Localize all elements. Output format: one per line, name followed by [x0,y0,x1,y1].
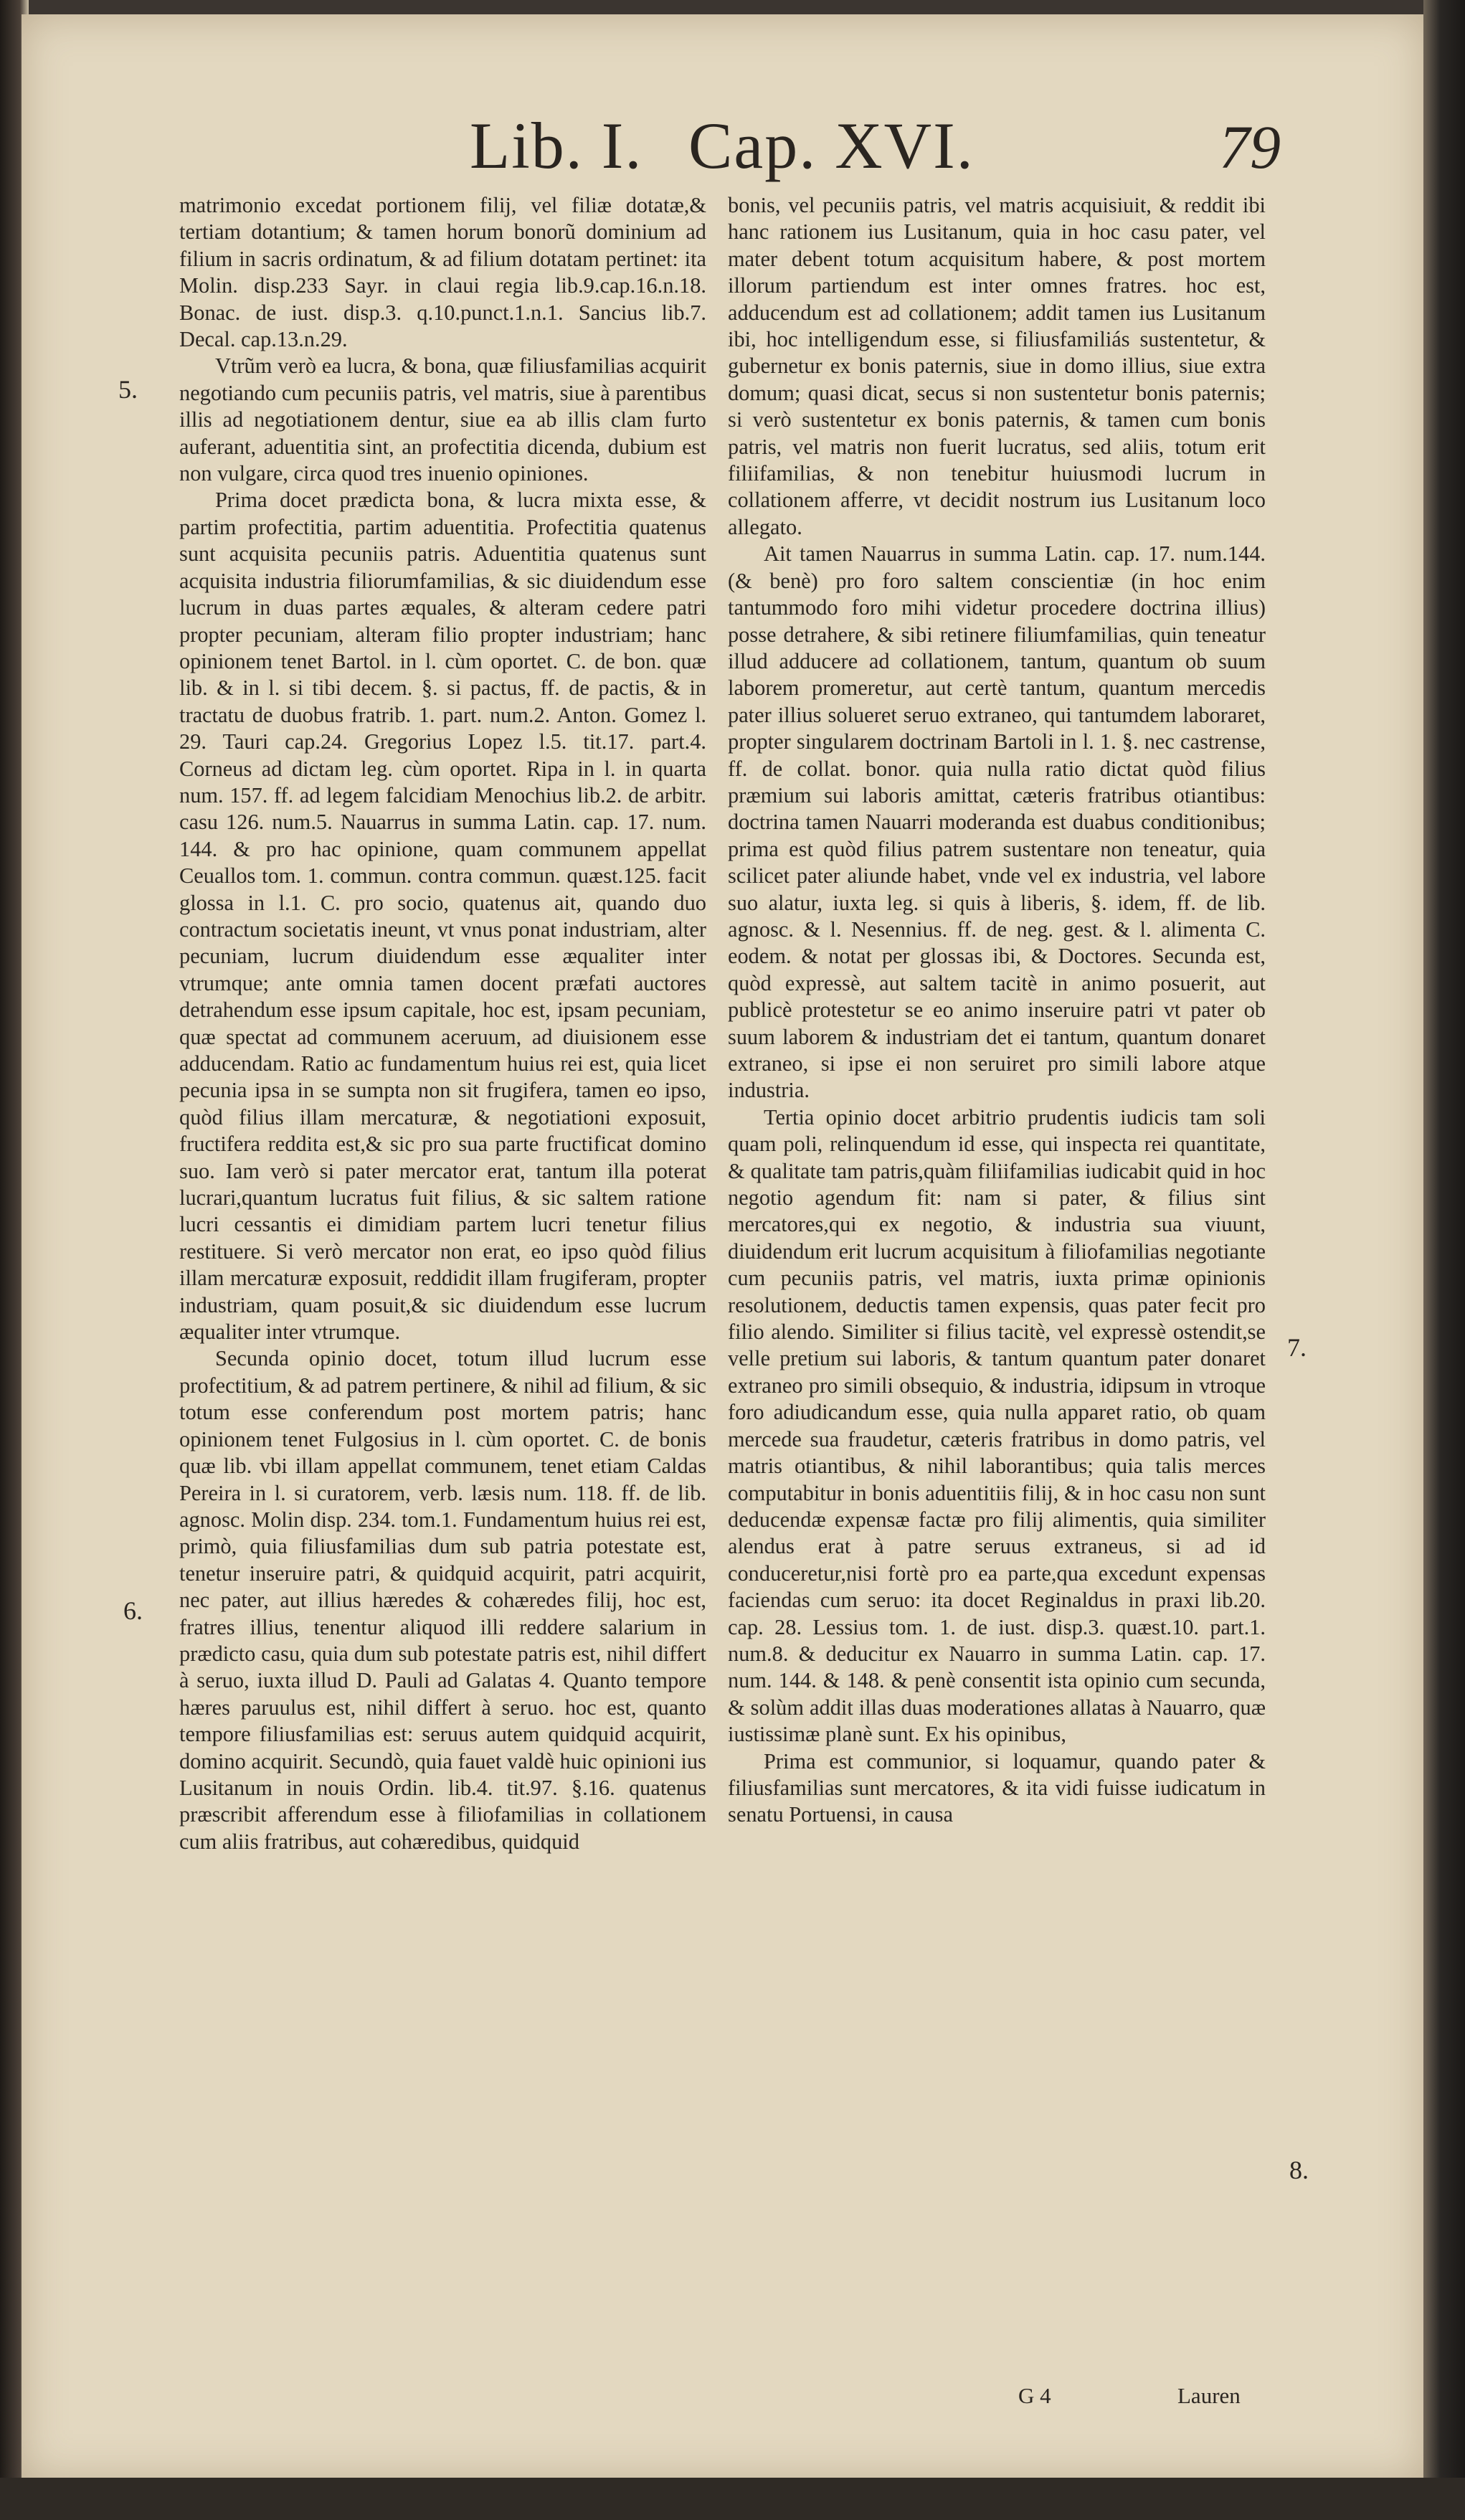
paragraph: matrimonio excedat portionem filij, vel filiæ dotatæ,& tertiam dotantium; & tamen horum bonorũ dominium ad filium in sacris ordinatum, & ad filium dotatam pertinet: ita Molin. disp.233 Sayr. in claui regia lib.9.cap.16.n.18. Bonac. de iust. disp.3. q.10.punct.1.n.1. Sancius lib.7. Decal. cap.13.n.29. [179,193,706,352]
paragraph: Secunda opinio docet, totum illud lucrum esse profectitium, & ad patrem pertinere, & nihil ad filium, & sic totum esse conferendum post mortem patris; hanc opinionem tenet Fulgosius in l. cùm oportet. C. de bonis quæ lib. vbi illam appellat communem, tenet etiam Caldas Pereira in l. si curatorem, verb. læsis num. 118. ff. de lib. agnosc. Molin disp. 234. tom.1. Fundamentum huius rei est, primò, quia filiusfamilias dum sub patria potestate est, tenetur inseruire patri, & quidquid acquirit, patri acquirit, nec pater, aut illius hæredes & cohæredes filij, hoc est, fratres illius, tenentur aliquod illi reddere salarium in prædicto casu, quia dum sub potestate patris est, nihil differt à seruo, iuxta illud D. Pauli ad Galatas 4. Quanto tempore hæres paruulus est, nihil differt à seruo. hoc est, quanto tempore filiusfamilias est: seruus autem quidquid acquirit, domino acquirit. Secundò, quia fauet valdè huic opinioni ius Lusitanum in nouis Ordin. lib.4. tit.97. §.16. quatenus præscribit afferendum esse à filiofamilias in collationem cum aliis fratribus, aut cohæredibus, quidquid [179,1346,706,1854]
paragraph: bonis, vel pecuniis patris, vel matris acquisiuit, & reddit ibi hanc rationem ius Lusitanum, quia in hoc casu pater, vel mater debent totum acquisitum habere, & post mortem illorum partiendum est inter omnes fratres. hoc est, adducendum est ad collationem; addit tamen ius Lusitanum ibi, hoc intelligendum esse, si filiusfamiliás sustentetur, & gubernetur ex bonis paternis, siue in domo illius, siue extra domum; quasi dicat, secus si non sustentetur bonis paternis; si verò sustentetur ex bonis paternis, & tamen cum bonis patris, vel matris non fuerit lucratus, sed aliis, totum erit filiifamilias, & non tenebitur huiusmodi lucrum in collationem afferre, vt decidit nostrum ius Lusitanum loco allegato. [728,193,1266,539]
book-edge-bottom [0,2478,1465,2520]
margin-number-5: 5. [118,375,138,404]
margin-number-7: 7. [1287,1333,1307,1362]
right-column [728,192,1266,2351]
signature-mark: G 4 [1018,2383,1051,2408]
book-edge-right [1423,0,1465,2520]
paragraph: Vtrũm verò ea lucra, & bona, quæ filiusfamilias acquirit negotiando cum pecuniis patris, vel matris, siue à parentibus illis ad negotiationem dentur, siue ea ab illis clam furto auferant, aduentitia sint, an profectitia dicenda, dubium est non vulgare, circa quod tres inuenio opiniones. [179,354,706,486]
paragraph: Prima docet prædicta bona, & lucra mixta esse, & partim profectitia, partim aduentitia. Profectitia quatenus sunt acquisita pecuniis patris. Aduentitia quatenus sunt acquisita industria filiorumfamilias, & sic diuidendum esse lucrum in duas partes æquales, & alteram cedere patri propter pecuniam, alteram filio propter industriam; hanc opinionem tenet Bartol. in l. cùm oportet. C. de bon. quæ lib. & in l. si tibi decem. §. si pactus, ff. de pactis, & in tractatu de duobus fratrib. 1. part. num.2. Anton. Gomez l. 29. Tauri cap.24. Gregorius Lopez l.5. tit.17. part.4. Corneus ad dictam leg. cùm oportet. Ripa in l. in quarta num. 157. ff. ad legem falcidiam Menochius lib.2. de arbitr. casu 126. num.5. Nauarrus in summa Latin. cap. 17. num. 144. & pro hac opinione, quam communem appellat Ceuallos tom. 1. commun. contra commun. quæst.125. facit glossa in l.1. C. pro socio, quatenus ait, quando duo contractum societatis ineunt, vt vnus ponat industriam, alter pecuniam, lucrum diuidendum esse æqualiter inter vtrumque; ante omnia tamen docent præfati auctores detrahendum esse ipsum capitale, hoc est, ipsam pecuniam, quæ spectat ad communem aceruum, ad diuisionem esse adducendam. Ratio ac fundamentum huius rei est, quia licet pecunia ipsa in se sumpta non sit frugifera, tamen eo ipso, quòd filius illam mercaturæ, & negotiationi exposuit, fructifera reddita est,& sic pro sua parte fructificat domino suo. Iam verò si pater mercator erat, tantum illa poterat lucrari,quantum lucratus fuit filius, & sic saltem ratione lucri cessantis ei dimidiam partem lucri tenetur filius restituere. Si verò mercator non erat, eo ipso quòd filius illam mercaturæ exposuit, reddidit illam frugiferam, propter industriam, quam posuit,& sic diuidendum esse lucrum æqualiter inter vtrumque. [179,488,706,1345]
margin-number-8: 8. [1289,2156,1309,2184]
paragraph: Ait tamen Nauarrus in summa Latin. cap. 17. num.144. (& benè) pro foro saltem conscientiæ (in hoc enim tantummodo foro mihi videtur procedere doctrina illius) posse detrahere, & sibi retinere filiumfamilias, quin teneatur illud adducere ad collationem, tantum, quantum ob suum laborem promeretur, aut certè tantum, quantum mercedis pater illius solueret seruo extraneo, qui tantumdem laboraret, propter singularem doctrinam Bartoli in l. 1. §. nec castrense, ff. de collat. bonor. quia nulla ratio dictat quòd filius præmium sui laboris amittat, cæteris fratribus otiantibus: doctrina tamen Nauarri moderanda est duabus conditionibus; prima est quòd filius patrem sustentare non teneatur, quia scilicet pater aliunde habet, vnde vel ex industria, vel labore suo alatur, iuxta leg. si quis à liberis, §. idem, ff. de lib. agnosc. & l. Nesennius. ff. de neg. gest. & l. alimenta C. eodem. & notat per glossas ibi, & Doctores. Secunda est, quòd expressè, aut saltem tacitè in animo posuerit, aut publicè protestetur se eo animo inseruire patri vt pater ob suum laborem & industriam det ei tantum, quantum donaret extraneo, si ipse ei non seruiret pro simili labore atque industria. [728,541,1266,1103]
running-head [0,108,1465,186]
chapter-label: Cap. XVI. [688,109,975,182]
left-column [179,192,706,2351]
catchword: Lauren [1177,2383,1241,2408]
page-number: 79 [1219,113,1281,181]
book-label: Lib. I. [470,109,643,182]
paragraph: Prima est communior, si loquamur, quando pater & filiusfamilias sunt mercatores, & ita vidi fuisse iudicatum in senatu Portuensi, in causa [728,1748,1266,1827]
margin-number-6: 6. [123,1596,143,1625]
paragraph: Tertia opinio docet arbitrio prudentis iudicis tam soli quam poli, relinquendum id esse, qui inspecta rei quantitate, & qualitate tam patris,quàm filiifamilias iudicabit quid in hoc negotio agendum fit: nam si pater, & filius sint mercatores,qui ex negotio, & industria sua viuunt, diuidendum erit lucrum acquisitum à filiofamilias negotiante cum pecuniis patris, vel matris, iuxta primæ opinionis resolutionem, deductis tamen expensis, quas pater fecit pro filio alendo. Similiter si filius tacitè, vel expressè ostendit,se velle pretium sui laboris, & tantum quantum pater donaret extraneo pro simili obsequio, & industria, idipsum in vtroque foro adiudicandum esse, quia nulla apparet ratio, ob quam mercede sua fraudetur, cæteris fratribus in domo patris, vel matris otiantibus, & nihil laborantibus; quia talis merces computabitur in bonis aduentitiis filij, & in hoc casu non sunt deducendæ expensæ factæ pro filij alimentis, quia similiter alendus erat à patre seruus extraneus, si ad id conduceretur,nisi fortè pro ea parte,qua excedunt expensas faciendas cum seruo: ita docet Reginaldus in praxi lib.20. cap. 28. Lessius tom. 1. de iust. disp.3. quæst.10. part.1. num.8. & deducitur ex Nauarro in summa Latin. cap. 17. num. 144. & 148. & penè consentit ista opinio cum secunda, & solùm addit illas duas moderationes allatas à Nauarro, quæ iustissimæ planè sunt. Ex his opinibus, [728,1104,1266,1747]
